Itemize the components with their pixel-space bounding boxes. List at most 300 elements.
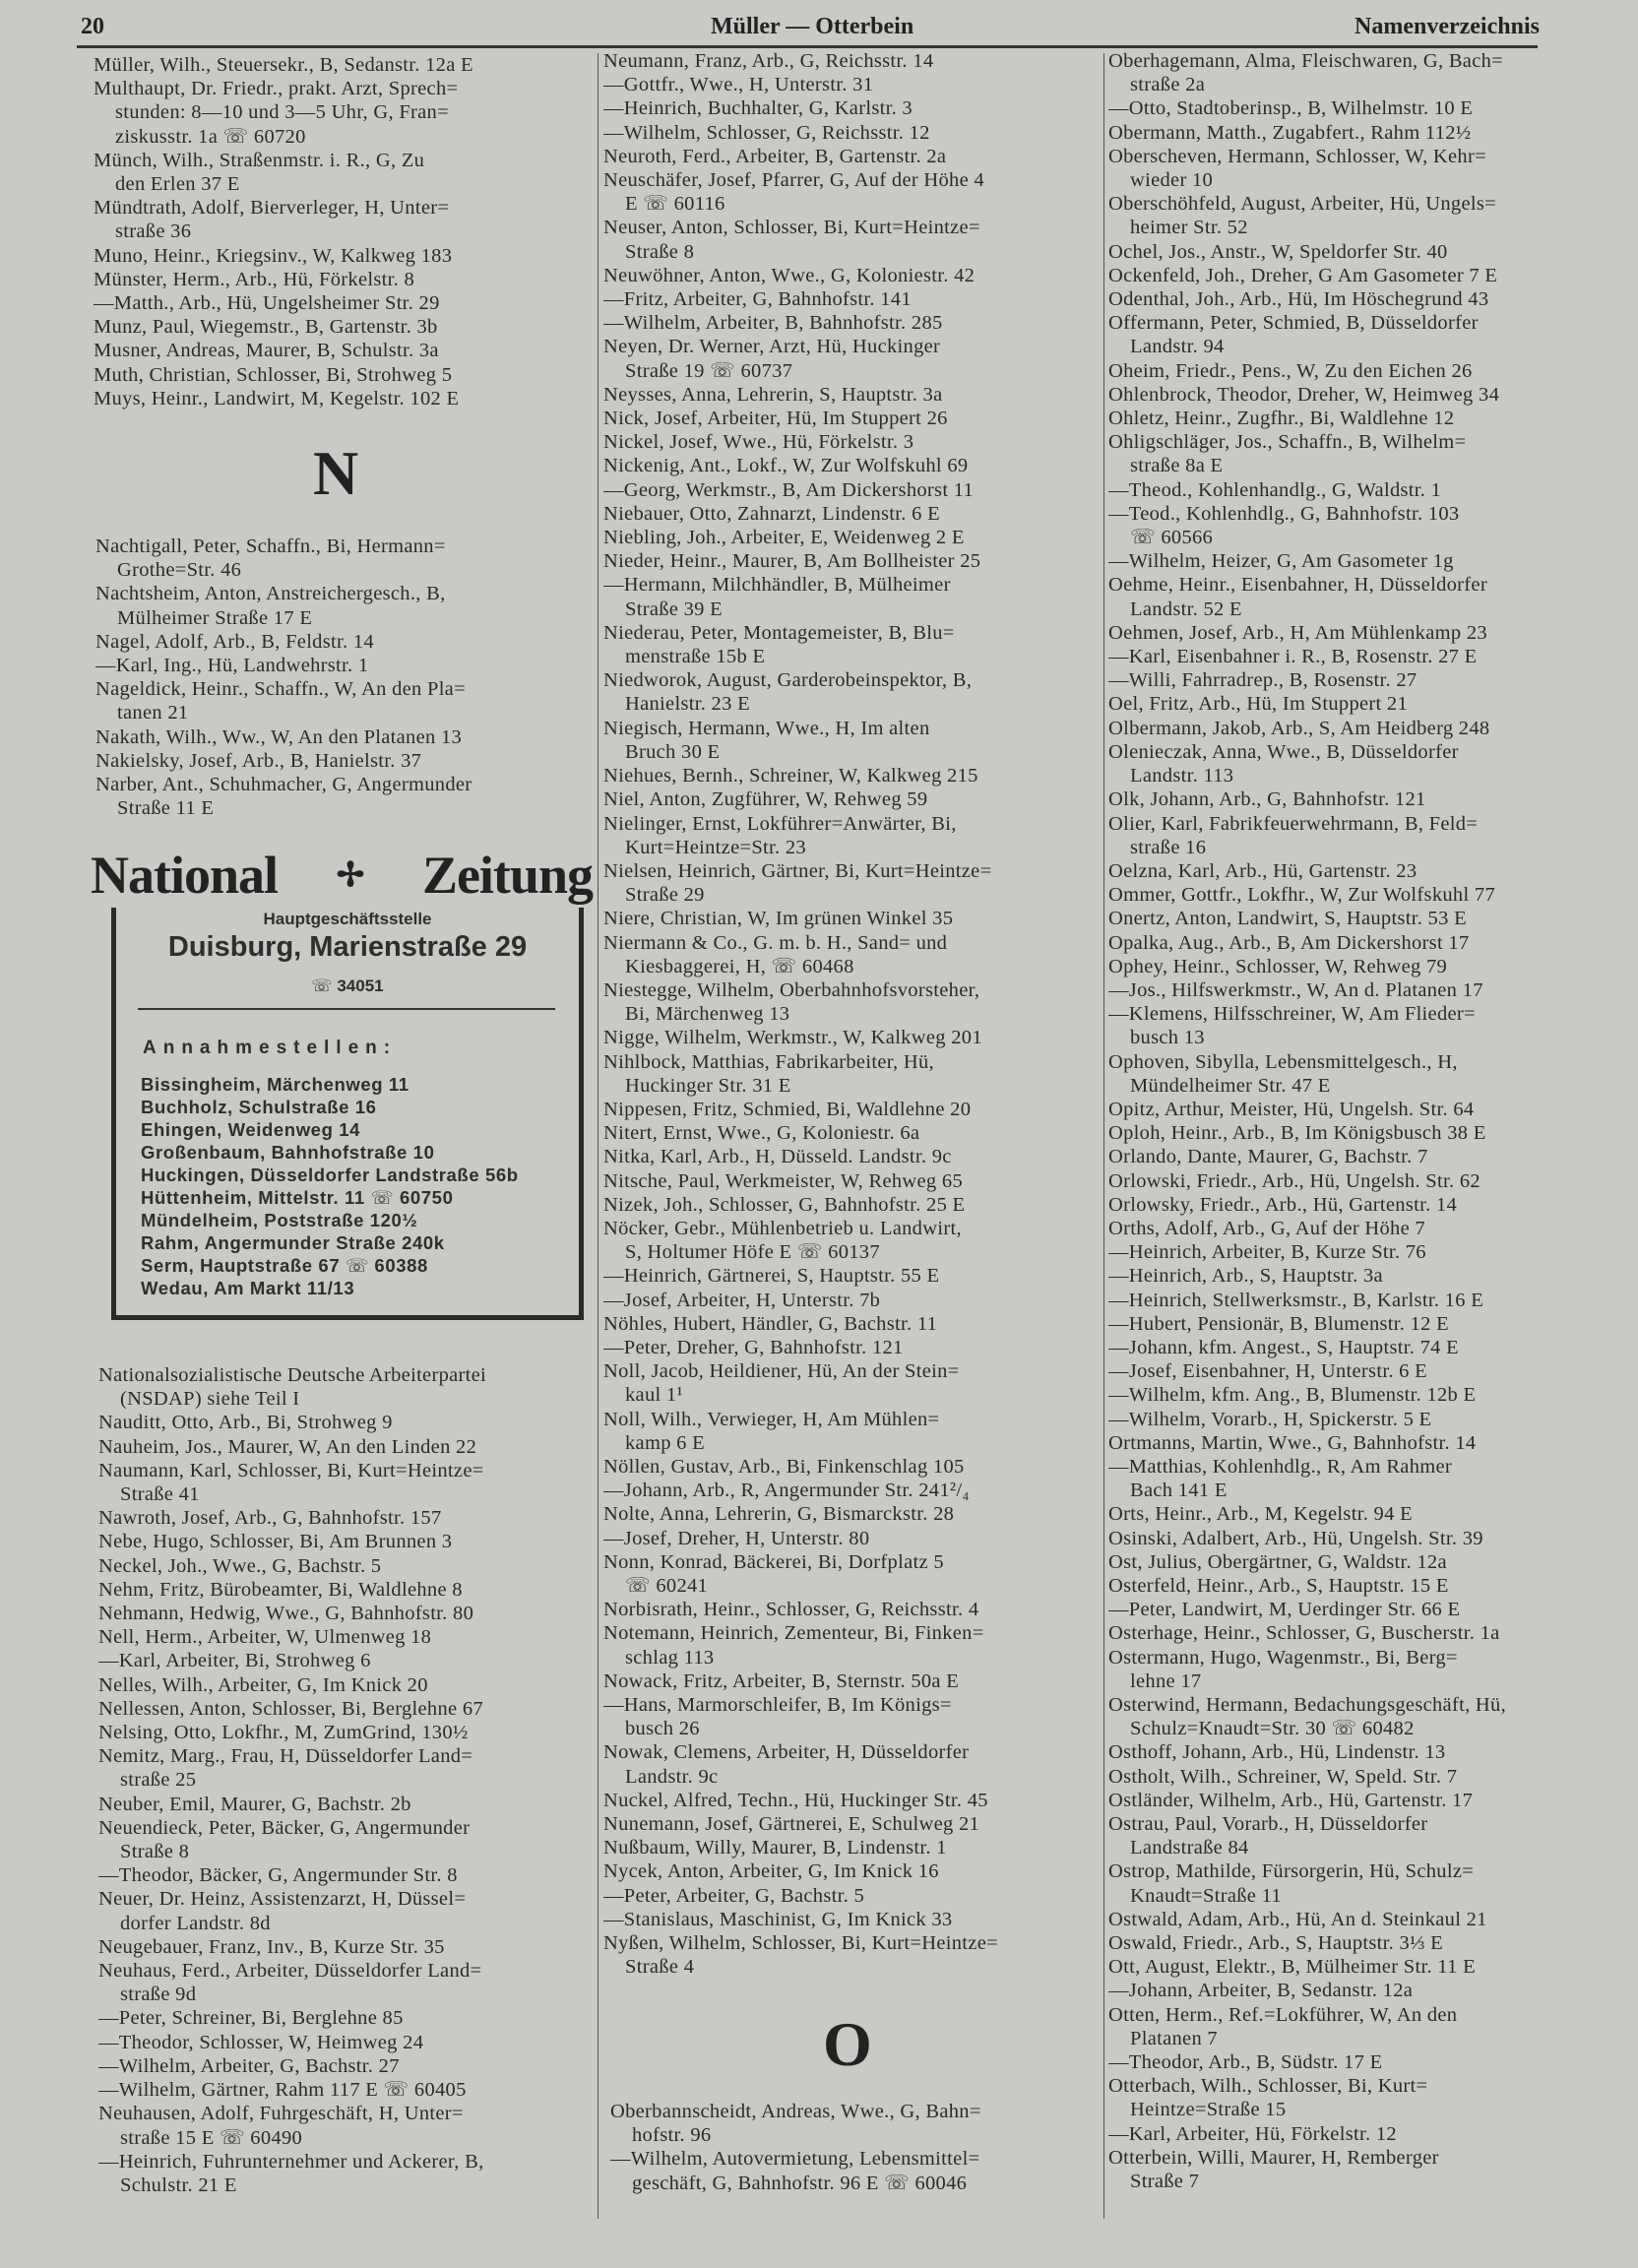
directory-entry — [1108, 1336, 1606, 1359]
entry-continuation-line: Landstr. 9c — [625, 1765, 719, 1788]
entry-line: Osterwind, Hermann, Bedachungsgeschäft, Hü, — [1108, 1694, 1507, 1717]
entry-line: Nowack, Fritz, Arbeiter, B, Sternstr. 50a E — [603, 1670, 960, 1692]
directory-entry — [603, 1193, 1101, 1217]
entry-line: Nieder, Heinr., Maurer, B, Am Bollheister 25 — [603, 550, 981, 573]
directory-entry — [1108, 1908, 1606, 1931]
directory-entry — [603, 621, 1101, 668]
entry-line: Muys, Heinr., Landwirt, M, Kegelstr. 102 E — [94, 387, 460, 410]
entry-continuation-line: geschäft, G, Bahnhofstr. 96 E ☏ 60046 — [632, 2172, 968, 2194]
entry-continuation-line: wieder 10 — [1130, 169, 1214, 192]
entry-line: Narber, Ant., Schuhmacher, G, Angermunder — [95, 774, 472, 796]
entry-line: —Wilhelm, Heizer, G, Am Gasometer 1g — [1108, 550, 1454, 573]
entry-line: Odenthal, Joh., Arb., Hü, Im Höschegrund 43 — [1108, 288, 1489, 311]
entry-continuation-line: Schulz=Knaudt=Str. 30 ☏ 60482 — [1130, 1718, 1415, 1740]
directory-entry — [1108, 359, 1606, 383]
directory-entry — [98, 1721, 596, 1744]
directory-entry — [98, 1411, 596, 1434]
directory-entry — [603, 1884, 1101, 1908]
entry-continuation-line: Schulstr. 21 E — [120, 2174, 237, 2196]
directory-entry — [1108, 668, 1606, 692]
directory-entry — [603, 287, 1101, 311]
directory-entry — [1108, 2050, 1606, 2074]
entry-line: —Stanislaus, Maschinist, G, Im Knick 33 — [603, 1908, 953, 1930]
entry-continuation-line: straße 9d — [120, 1984, 197, 2006]
entry-line: Otten, Herm., Ref.=Lokführer, W, An den — [1108, 2003, 1458, 2026]
entry-line: Noll, Jacob, Heildiener, Hü, An der Stein= — [603, 1360, 960, 1383]
directory-entry — [98, 1625, 596, 1649]
entry-line: Olier, Karl, Fabrikfeuerwehrmann, B, Feld= — [1108, 812, 1479, 835]
entry-line: Nippesen, Fritz, Schmied, Bi, Waldlehne 20 — [603, 1098, 972, 1120]
entry-line: Ommer, Gottfr., Lokfhr., W, Zur Wolfskuhl 77 — [1108, 884, 1495, 907]
directory-entry — [94, 77, 594, 149]
entry-line: Nachtsheim, Anton, Anstreichergesch., B, — [95, 583, 446, 605]
directory-entry — [603, 1621, 1101, 1669]
ad-branch: Großenbaum, Bahnhofstraße 10 — [141, 1142, 435, 1163]
directory-entry — [603, 1264, 1101, 1288]
entry-line: Nehm, Fritz, Bürobeamter, Bi, Waldlehne 8 — [98, 1578, 463, 1601]
directory-entry — [1108, 383, 1606, 407]
directory-entry — [603, 931, 1101, 978]
entry-line: Niegisch, Hermann, Wwe., H, Im alten — [603, 717, 930, 739]
entry-line: Ockenfeld, Joh., Dreher, G Am Gasometer 7 E — [1108, 264, 1498, 286]
entry-line: Orlowski, Friedr., Arb., Hü, Ungelsh. Str. 62 — [1108, 1169, 1480, 1192]
entry-line: Munz, Paul, Wiegemstr., B, Gartenstr. 3b — [94, 316, 438, 339]
directory-entry — [1108, 407, 1606, 430]
entry-line: Ott, August, Elektr., B, Mülheimer Str. 11 E — [1108, 1956, 1476, 1979]
entry-line: Niel, Anton, Zugführer, W, Rehweg 59 — [603, 788, 928, 811]
column-1-n-entries-continued — [98, 1363, 596, 2197]
entry-line: Oswald, Friedr., Arb., S, Hauptstr. 3⅓ E — [1108, 1932, 1443, 1955]
entry-line: Nell, Herm., Arbeiter, W, Ulmenweg 18 — [98, 1626, 432, 1649]
ad-phone: ☏ 34051 — [311, 976, 384, 995]
entry-line: —Theodor, Bäcker, G, Angermunder Str. 8 — [98, 1864, 458, 1887]
directory-entry — [1108, 1408, 1606, 1431]
entry-continuation-line: Straße 29 — [625, 884, 705, 907]
directory-entry — [603, 1169, 1101, 1193]
entry-line: Offermann, Peter, Schmied, B, Düsseldorfer — [1108, 312, 1479, 335]
entry-continuation-line: kamp 6 E — [625, 1431, 705, 1454]
directory-entry — [95, 630, 594, 654]
entry-line: Musner, Andreas, Maurer, B, Schulstr. 3a — [94, 340, 439, 362]
directory-entry — [1108, 1527, 1606, 1550]
directory-entry — [1108, 883, 1606, 907]
entry-line: Nycek, Anton, Arbeiter, G, Im Knick 16 — [603, 1860, 939, 1883]
ad-subtitle: Hauptgeschäftsstelle — [263, 910, 432, 928]
directory-entry — [1108, 1098, 1606, 1121]
entry-line: —Johann, Arbeiter, B, Sedanstr. 12a — [1108, 1980, 1414, 2002]
directory-entry — [603, 1931, 1101, 1979]
entry-line: Nöllen, Gustav, Arb., Bi, Finkenschlag 105 — [603, 1455, 965, 1478]
directory-entry — [603, 430, 1101, 454]
entry-line: Nigge, Wilhelm, Werkmstr., W, Kalkweg 201 — [603, 1027, 982, 1049]
entry-line: —Jos., Hilfswerkmstr., W, An d. Platanen 17 — [1108, 978, 1483, 1001]
directory-entry — [1108, 1359, 1606, 1383]
entry-line: Osterhage, Heinr., Schlosser, G, Buscherstr. 1a — [1108, 1622, 1500, 1645]
directory-entry — [1108, 2146, 1606, 2193]
directory-entry — [603, 1479, 1101, 1502]
entry-continuation-line: Bi, Märchenweg 13 — [625, 1003, 790, 1026]
directory-entry — [1108, 96, 1606, 120]
directory-entry — [1108, 1646, 1606, 1693]
entry-line: Münster, Herm., Arb., Hü, Förkelstr. 8 — [94, 268, 415, 290]
entry-line: Neuhausen, Adolf, Fuhrgeschäft, H, Unter= — [98, 2103, 464, 2125]
entry-line: Oberbannscheidt, Andreas, Wwe., G, Bahn= — [610, 2101, 981, 2122]
directory-entry — [1108, 1550, 1606, 1574]
entry-continuation-line: Landstr. 94 — [1130, 336, 1225, 358]
entry-line: Oehmen, Josef, Arb., H, Am Mühlenkamp 23 — [1108, 621, 1487, 644]
entry-line: Nagel, Adolf, Arb., B, Feldstr. 14 — [95, 630, 374, 653]
entry-line: Otterbach, Wilh., Schlosser, Bi, Kurt= — [1108, 2075, 1428, 2098]
ad-branch: Bissingheim, Märchenweg 11 — [141, 1074, 410, 1095]
entry-line: Olenieczak, Anna, Wwe., B, Düsseldorfer — [1108, 740, 1459, 763]
directory-entry — [98, 1863, 596, 1887]
directory-entry — [94, 363, 594, 387]
entry-line: —Wilhelm, Schlosser, G, Reichsstr. 12 — [603, 121, 930, 144]
entry-line: Nellessen, Anton, Schlosser, Bi, Berglehne 67 — [98, 1697, 483, 1720]
directory-entry — [98, 1578, 596, 1602]
directory-entry — [603, 216, 1101, 263]
column-1-m-entries — [94, 53, 594, 410]
directory-entry — [95, 773, 594, 820]
ad-branch: Ehingen, Weidenweg 14 — [141, 1119, 360, 1140]
entry-line: Neysses, Anna, Lehrerin, S, Hauptstr. 3a — [603, 383, 943, 406]
entry-line: —Hubert, Pensionär, B, Blumenstr. 12 E — [1108, 1312, 1449, 1335]
entry-line: Oheim, Friedr., Pens., W, Zu den Eichen 26 — [1108, 359, 1473, 382]
directory-entry — [98, 2054, 596, 2078]
entry-line: Ochel, Jos., Anstr., W, Speldorfer Str. 40 — [1108, 240, 1448, 263]
ad-branch: Serm, Hauptstraße 67 ☏ 60388 — [141, 1255, 428, 1276]
directory-entry — [1108, 502, 1606, 549]
directory-entry — [94, 291, 594, 315]
directory-entry — [1108, 1002, 1606, 1049]
entry-line: Münch, Wilh., Straßenmstr. i. R., G, Zu — [94, 149, 425, 171]
entry-line: Muth, Christian, Schlosser, Bi, Strohweg 5 — [94, 363, 453, 386]
directory-entry — [603, 264, 1101, 287]
entry-line: Nemitz, Marg., Frau, H, Düsseldorfer Land= — [98, 1745, 473, 1768]
page-number: 20 — [81, 14, 104, 39]
entry-continuation-line: Straße 39 E — [625, 598, 723, 620]
directory-entry — [1108, 1598, 1606, 1621]
entry-continuation-line: tanen 21 — [117, 702, 189, 724]
directory-entry — [603, 383, 1101, 407]
entry-continuation-line: Bach 141 E — [1130, 1480, 1228, 1502]
directory-entry — [603, 1670, 1101, 1693]
directory-entry — [603, 96, 1101, 120]
entry-line: Nawroth, Josef, Arb., G, Bahnhofstr. 157 — [98, 1507, 442, 1530]
directory-entry — [94, 149, 594, 196]
ad-title-left: National — [91, 846, 279, 905]
directory-entry — [1108, 1621, 1606, 1645]
entry-line: Oelzna, Karl, Arb., Hü, Gartenstr. 23 — [1108, 859, 1418, 882]
directory-entry — [1108, 192, 1606, 239]
column-2-o-entries — [610, 2100, 1101, 2195]
entry-line: —Peter, Landwirt, M, Uerdinger Str. 66 E — [1108, 1599, 1461, 1621]
directory-entry — [1108, 549, 1606, 573]
entry-line: —Wilhelm, Vorarb., H, Spickerstr. 5 E — [1108, 1408, 1432, 1430]
entry-line: Niestegge, Wilhelm, Oberbahnhofsvorsteher, — [603, 978, 980, 1001]
directory-entry — [603, 1336, 1101, 1359]
entry-line: —Josef, Arbeiter, H, Unterstr. 7b — [603, 1289, 881, 1311]
directory-entry — [98, 1793, 596, 1816]
directory-entry — [1108, 2003, 1606, 2050]
directory-entry — [1108, 1240, 1606, 1264]
entry-line: Nitert, Ernst, Wwe., G, Koloniestr. 6a — [603, 1122, 920, 1145]
entry-continuation-line: den Erlen 37 E — [115, 173, 240, 196]
directory-entry — [94, 339, 594, 362]
entry-line: Nauditt, Otto, Arb., Bi, Strohweg 9 — [98, 1412, 393, 1434]
entry-line: Ost, Julius, Obergärtner, G, Waldstr. 12a — [1108, 1550, 1447, 1573]
entry-line: Nauheim, Jos., Maurer, W, An den Linden 22 — [98, 1435, 477, 1458]
directory-entry — [1108, 740, 1606, 788]
directory-entry — [603, 1740, 1101, 1788]
directory-entry — [603, 1550, 1101, 1598]
entry-line: Nitsche, Paul, Werkmeister, W, Rehweg 65 — [603, 1169, 963, 1192]
entry-line: Oberhagemann, Alma, Fleischwaren, G, Bach= — [1108, 50, 1504, 72]
entry-continuation-line: (NSDAP) siehe Teil I — [120, 1388, 300, 1411]
entry-line: Osthoff, Johann, Arb., Hü, Lindenstr. 13 — [1108, 1741, 1446, 1764]
entry-continuation-line: Mündelheimer Str. 47 E — [1130, 1074, 1331, 1097]
entry-line: Ophoven, Sibylla, Lebensmittelgesch., H, — [1108, 1050, 1458, 1073]
entry-line: Notemann, Heinrich, Zementeur, Bi, Finken= — [603, 1622, 984, 1645]
entry-line: Onertz, Anton, Landwirt, S, Hauptstr. 53 E — [1108, 908, 1467, 930]
directory-entry — [603, 1050, 1101, 1098]
entry-line: Ostländer, Wilhelm, Arb., Hü, Gartenstr. 17 — [1108, 1789, 1474, 1811]
entry-continuation-line: Straße 19 ☏ 60737 — [625, 359, 793, 382]
directory-entry — [603, 1217, 1101, 1264]
entry-line: Nußbaum, Willy, Maurer, B, Lindenstr. 1 — [603, 1837, 947, 1859]
directory-entry — [1108, 859, 1606, 883]
entry-line: Nakath, Wilh., Ww., W, An den Platanen 13 — [95, 725, 463, 748]
directory-entry — [1108, 121, 1606, 145]
entry-line: Nebe, Hugo, Schlosser, Bi, Am Brunnen 3 — [98, 1531, 453, 1553]
entry-line: —Willi, Fahrradrep., B, Rosenstr. 27 — [1108, 669, 1418, 692]
entry-continuation-line: lehne 17 — [1130, 1670, 1202, 1692]
entry-line: Neumann, Franz, Arb., G, Reichsstr. 14 — [603, 50, 934, 72]
entry-line: Neyen, Dr. Werner, Arzt, Hü, Huckinger — [603, 336, 941, 358]
directory-entry — [98, 1459, 596, 1506]
directory-entry — [1108, 1859, 1606, 1907]
entry-continuation-line: Straße 8 — [625, 240, 695, 263]
entry-line: Mündtrath, Adolf, Bierverleger, H, Unter= — [94, 197, 450, 220]
section-letter-o: O — [823, 2009, 872, 2079]
entry-continuation-line: Hanielstr. 23 E — [625, 693, 750, 716]
entry-line: Nickel, Josef, Wwe., Hü, Förkelstr. 3 — [603, 431, 914, 454]
directory-entry — [603, 145, 1101, 168]
entry-line: Niebling, Joh., Arbeiter, E, Weidenweg 2 E — [603, 527, 965, 549]
directory-entry — [1108, 1217, 1606, 1240]
directory-entry — [603, 1836, 1101, 1859]
directory-entry — [98, 2031, 596, 2054]
entry-line: —Josef, Eisenbahner, H, Unterstr. 6 E — [1108, 1360, 1427, 1383]
ad-branch: Wedau, Am Markt 11/13 — [141, 1278, 355, 1298]
directory-entry — [603, 668, 1101, 716]
directory-entry — [603, 1502, 1101, 1526]
entry-line: —Heinrich, Arbeiter, B, Kurze Str. 76 — [1108, 1241, 1426, 1264]
directory-entry — [1108, 1193, 1606, 1217]
directory-entry — [1108, 1979, 1606, 2002]
entry-line: Neuschäfer, Josef, Pfarrer, G, Auf der Höhe 4 — [603, 169, 984, 192]
ad-branch: Rahm, Angermunder Straße 240k — [141, 1232, 445, 1253]
directory-entry — [98, 1363, 596, 1411]
entry-line: —Hans, Marmorschleifer, B, Im Königs= — [603, 1694, 952, 1717]
entry-line: Olk, Johann, Arb., G, Bahnhofstr. 121 — [1108, 788, 1426, 811]
entry-line: Neckel, Joh., Wwe., G, Bachstr. 5 — [98, 1554, 382, 1577]
directory-entry — [94, 387, 594, 410]
directory-entry — [1108, 311, 1606, 358]
entry-continuation-line: E ☏ 60116 — [625, 193, 725, 216]
entry-line: Nachtigall, Peter, Schaffn., Bi, Hermann= — [95, 536, 446, 557]
entry-line: Neuber, Emil, Maurer, G, Bachstr. 2b — [98, 1793, 411, 1815]
directory-entry — [603, 1289, 1101, 1312]
ad-title-right: Zeitung — [421, 846, 593, 905]
entry-line: —Johann, kfm. Angest., S, Hauptstr. 74 E — [1108, 1336, 1459, 1358]
entry-line: —Heinrich, Stellwerksmstr., B, Karlstr. 16 E — [1108, 1289, 1484, 1311]
entry-continuation-line: Straße 4 — [625, 1956, 695, 1979]
entry-continuation-line: Huckinger Str. 31 E — [625, 1074, 791, 1097]
entry-line: Nelsing, Otto, Lokfhr., M, ZumGrind, 130½ — [98, 1722, 469, 1744]
entry-continuation-line: heimer Str. 52 — [1130, 217, 1248, 239]
entry-continuation-line: stunden: 8—10 und 3—5 Uhr, G, Fran= — [115, 101, 449, 124]
entry-line: Obermann, Matth., Zugabfert., Rahm 112½ — [1108, 121, 1472, 144]
directory-entry — [1108, 812, 1606, 859]
ad-branch: Huckingen, Düsseldorfer Landstraße 56b — [141, 1165, 519, 1185]
directory-entry — [603, 1527, 1101, 1550]
entry-line: Nuckel, Alfred, Techn., Hü, Huckinger Str. 45 — [603, 1789, 988, 1811]
entry-line: Neuhaus, Ferd., Arbeiter, Düsseldorfer Land= — [98, 1960, 482, 1983]
directory-entry — [1108, 1931, 1606, 1955]
directory-entry — [98, 2078, 596, 2102]
entry-line: Osterfeld, Heinr., Arb., S, Hauptstr. 15 E — [1108, 1575, 1449, 1597]
entry-line: Ohletz, Heinr., Zugfhr., Bi, Waldlehne 12 — [1108, 408, 1455, 430]
entry-continuation-line: straße 15 E ☏ 60490 — [120, 2126, 303, 2149]
directory-entry — [98, 1649, 596, 1672]
directory-entry — [1108, 287, 1606, 311]
entry-continuation-line: Bruch 30 E — [625, 740, 721, 763]
entry-continuation-line: Landstr. 113 — [1130, 765, 1234, 788]
entry-continuation-line: straße 16 — [1130, 836, 1207, 858]
entry-line: Neuer, Dr. Heinz, Assistenzarzt, H, Düssel= — [98, 1888, 467, 1911]
entry-line: Ostholt, Wilh., Schreiner, W, Speld. Str. 7 — [1108, 1765, 1458, 1788]
entry-line: —Peter, Arbeiter, G, Bachstr. 5 — [603, 1884, 864, 1907]
entry-continuation-line: busch 13 — [1130, 1027, 1205, 1049]
entry-line: Ophey, Heinr., Schlosser, W, Rehweg 79 — [1108, 955, 1448, 977]
entry-line: Oel, Fritz, Arb., Hü, Im Stuppert 21 — [1108, 693, 1409, 716]
directory-entry — [1108, 1312, 1606, 1336]
directory-entry — [1108, 430, 1606, 477]
directory-entry — [94, 244, 594, 268]
directory-entry — [1108, 240, 1606, 264]
ad-branch: Buchholz, Schulstraße 16 — [141, 1097, 377, 1117]
entry-continuation-line: kaul 1¹ — [625, 1384, 683, 1407]
directory-entry — [98, 1816, 596, 1863]
entry-continuation-line: busch 26 — [625, 1718, 700, 1740]
directory-entry — [1108, 1455, 1606, 1502]
entry-line: —Johann, Arb., R, Angermunder Str. 241²/₄ — [603, 1480, 970, 1502]
entry-continuation-line: Heintze=Straße 15 — [1130, 2099, 1287, 2121]
entry-line: Nöcker, Gebr., Mühlenbetrieb u. Landwirt, — [603, 1217, 962, 1239]
entry-continuation-line: ☏ 60566 — [1130, 527, 1214, 549]
entry-line: Nick, Josef, Arbeiter, Hü, Im Stuppert 26 — [603, 408, 948, 430]
directory-entry — [1108, 1693, 1606, 1740]
entry-line: —Peter, Dreher, G, Bahnhofstr. 121 — [603, 1336, 904, 1358]
newspaper-ad-box — [111, 908, 584, 1320]
entry-continuation-line: Mülheimer Straße 17 E — [117, 606, 313, 629]
entry-line: Nihlbock, Matthias, Fabrikarbeiter, Hü, — [603, 1050, 934, 1073]
entry-line: Orts, Heinr., Arb., M, Kegelstr. 94 E — [1108, 1503, 1413, 1526]
directory-entry — [95, 725, 594, 749]
entry-continuation-line: Kiesbaggerei, H, ☏ 60468 — [625, 955, 854, 977]
directory-entry — [95, 677, 594, 724]
entry-line: —Theodor, Arb., B, Südstr. 17 E — [1108, 2051, 1383, 2074]
entry-line: —Karl, Arbeiter, Bi, Strohweg 6 — [98, 1650, 371, 1672]
directory-entry — [1108, 978, 1606, 1002]
entry-line: Orths, Adolf, Arb., G, Auf der Höhe 7 — [1108, 1217, 1425, 1239]
entry-line: —Teod., Kohlenhdlg., G, Bahnhofstr. 103 — [1108, 502, 1460, 525]
directory-entry — [603, 311, 1101, 335]
entry-continuation-line: Landstraße 84 — [1130, 1837, 1249, 1859]
entry-line: Oberschöhfeld, August, Arbeiter, Hü, Ungels= — [1108, 193, 1497, 216]
section-title: Namenverzeichnis — [1354, 14, 1540, 39]
entry-line: —Wilhelm, kfm. Ang., B, Blumenstr. 12b E — [1108, 1384, 1477, 1407]
entry-line: —Otto, Stadtoberinsp., B, Wilhelmstr. 10 E — [1108, 97, 1474, 120]
entry-line: —Heinrich, Fuhrunternehmer und Ackerer, B, — [98, 2150, 484, 2173]
directory-entry — [1108, 621, 1606, 645]
directory-entry — [98, 1435, 596, 1459]
entry-continuation-line: ziskusstr. 1a ☏ 60720 — [115, 125, 306, 148]
directory-entry — [1108, 1431, 1606, 1455]
entry-line: —Heinrich, Gärtnerei, S, Hauptstr. 55 E — [603, 1265, 940, 1288]
entry-line: —Matthias, Kohlenhdlg., R, Am Rahmer — [1108, 1455, 1453, 1478]
directory-entry — [1108, 1145, 1606, 1168]
entry-line: Naumann, Karl, Schlosser, Bi, Kurt=Heintze= — [98, 1459, 484, 1481]
directory-entry — [1108, 1955, 1606, 1979]
ad-branch: Hüttenheim, Mittelstr. 11 ☏ 60750 — [141, 1187, 454, 1208]
entry-line: Muno, Heinr., Kriegsinv., W, Kalkweg 183 — [94, 244, 453, 267]
entry-continuation-line: ☏ 60241 — [625, 1575, 709, 1597]
directory-entry — [603, 812, 1101, 859]
ad-divider — [138, 1008, 555, 1010]
entry-line: —Theod., Kohlenhandlg., G, Waldstr. 1 — [1108, 478, 1442, 501]
entry-line: Opalka, Aug., Arb., B, Am Dickershorst 17 — [1108, 931, 1470, 954]
section-letter-n: N — [313, 438, 359, 508]
entry-line: —Karl, Ing., Hü, Landwehrstr. 1 — [95, 655, 369, 677]
directory-entry — [1108, 1050, 1606, 1098]
entry-line: —Fritz, Arbeiter, G, Bahnhofstr. 141 — [603, 288, 912, 311]
entry-line: —Theodor, Schlosser, W, Heimweg 24 — [98, 2031, 424, 2053]
entry-continuation-line: Grothe=Str. 46 — [117, 559, 242, 582]
entry-line: Nolte, Anna, Lehrerin, G, Bismarckstr. 28 — [603, 1503, 955, 1526]
directory-entry — [603, 1026, 1101, 1049]
directory-entry — [98, 1697, 596, 1721]
entry-continuation-line: S, Holtumer Höfe E ☏ 60137 — [625, 1241, 880, 1264]
entry-continuation-line: Knaudt=Straße 11 — [1130, 1884, 1282, 1907]
directory-entry — [1108, 145, 1606, 192]
directory-entry — [1108, 2074, 1606, 2121]
directory-entry — [603, 1098, 1101, 1121]
entry-line: —Wilhelm, Arbeiter, G, Bachstr. 27 — [98, 2054, 400, 2077]
ad-branch: Mündelheim, Poststraße 120½ — [141, 1210, 418, 1230]
directory-entry — [1108, 788, 1606, 811]
entry-line: Neuser, Anton, Schlosser, Bi, Kurt=Heintze= — [603, 217, 980, 239]
entry-line: Ortmanns, Martin, Wwe., G, Bahnhofstr. 14 — [1108, 1431, 1477, 1454]
directory-entry — [603, 1145, 1101, 1168]
entry-continuation-line: Straße 8 — [120, 1841, 190, 1863]
directory-entry — [603, 1598, 1101, 1621]
directory-entry — [610, 2100, 1101, 2147]
entry-line: Oploh, Heinr., Arb., B, Im Königsbusch 38 E — [1108, 1122, 1486, 1145]
directory-entry — [1108, 931, 1606, 955]
directory-entry — [98, 1673, 596, 1697]
